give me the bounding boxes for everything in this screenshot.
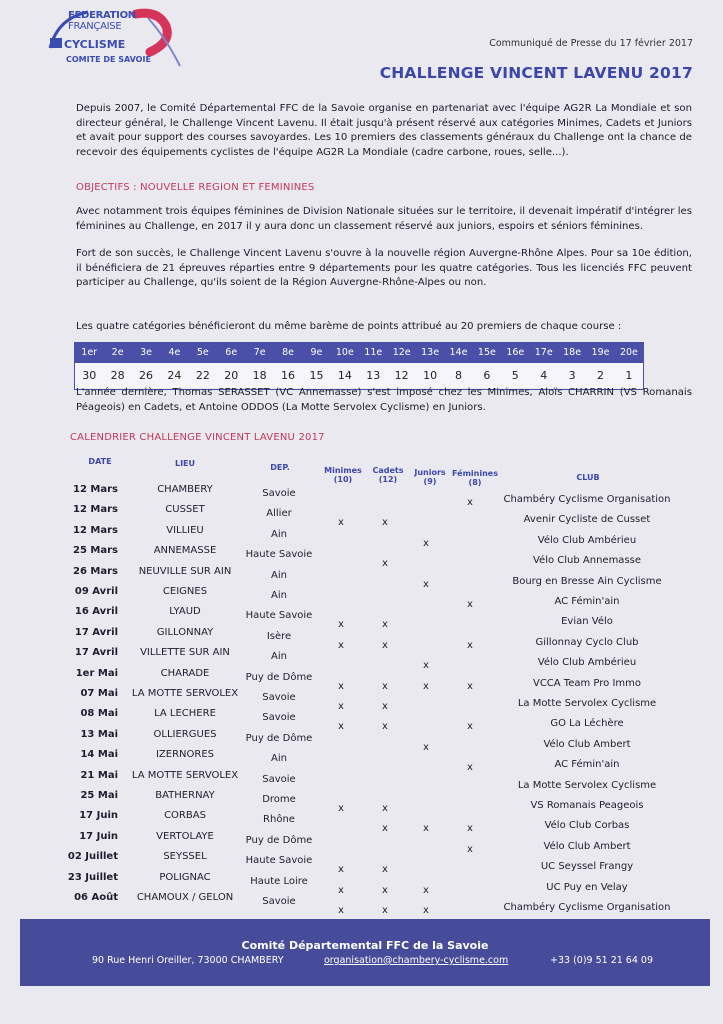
points-place-cell: 4e — [168, 347, 181, 358]
calendar-category-mark: x — [423, 741, 429, 753]
calendar-row — [0, 851, 723, 876]
calendar-category-mark: x — [467, 680, 473, 692]
calendar-lieu: CEIGNES — [162, 586, 208, 597]
calendar-club: Vélo Club Ambérieu — [537, 657, 637, 669]
calendar-dep: Puy de Dôme — [245, 834, 313, 846]
calendar-dep: Savoie — [262, 773, 296, 785]
calendar-lieu: POLIGNAC — [159, 871, 211, 883]
calendar-category-mark: x — [423, 905, 429, 916]
points-place-cell: 8e — [282, 347, 294, 358]
points-value-cell: 8 — [454, 369, 462, 382]
footer-phone: +33 (0)9 51 21 64 09 — [550, 955, 654, 966]
calendar-category-mark: x — [423, 660, 429, 672]
calendar-category-mark: x — [467, 721, 473, 733]
points-table — [74, 342, 644, 390]
calendar-title: CALENDRIER CHALLENGE VINCENT LAVENU 2017 — [70, 432, 325, 443]
col-header-club: CLUB — [576, 473, 600, 482]
calendar-category-mark: x — [338, 701, 344, 712]
points-place-cell: 5e — [196, 347, 209, 358]
calendar-date: 17 Avril — [74, 647, 118, 659]
calendar-date: 06 Août — [74, 892, 118, 903]
calendar-category-mark: x — [382, 884, 388, 896]
calendar-category-mark: x — [382, 517, 388, 529]
calendar-dep: Ain — [271, 528, 287, 540]
calendar-category-mark: x — [338, 619, 344, 631]
calendar-lieu: SEYSSEL — [163, 851, 207, 863]
points-place-cell: 10e — [335, 347, 354, 358]
calendar-date: 25 Mai — [80, 790, 118, 801]
calendar-category-mark: x — [338, 680, 344, 692]
points-value-cell: 6 — [483, 369, 491, 382]
calendar-lieu: NEUVILLE SUR AIN — [138, 565, 232, 577]
calendar-row — [0, 565, 723, 590]
col-header-juniors-count: (9) — [423, 477, 437, 486]
logo-line-1: FEDERATION — [68, 10, 136, 21]
calendar-club: Vélo Club Corbas — [544, 820, 630, 832]
calendar-category-mark: x — [423, 578, 429, 590]
points-value-cell: 24 — [167, 369, 182, 382]
points-place-cell: 13e — [421, 347, 440, 358]
calendar-dep: Savoie — [262, 692, 296, 703]
calendar-lieu: LA MOTTE SERVOLEX — [131, 688, 239, 699]
calendar-club: Vélo Club Ambert — [543, 840, 631, 852]
calendar-lieu: GILLONNAY — [156, 626, 214, 638]
col-header-feminines-count: (8) — [468, 478, 482, 487]
points-place-cell: 12e — [392, 347, 411, 358]
col-header-minimes-label: Minimes — [324, 466, 362, 475]
col-header-cadets — [366, 466, 410, 484]
calendar-lieu: CUSSET — [165, 504, 205, 516]
ffc-logo — [48, 8, 188, 70]
points-values-row — [75, 363, 643, 388]
calendar-row — [0, 728, 723, 753]
calendar-row — [0, 586, 723, 610]
page-title: CHALLENGE VINCENT LAVENU 2017 — [379, 64, 693, 82]
calendar-dep: Haute Savoie — [245, 610, 313, 622]
calendar-category-mark: x — [382, 803, 388, 814]
calendar-lieu: BATHERNAY — [155, 790, 215, 801]
col-header-minimes-count: (10) — [333, 475, 353, 484]
calendar-dep: Drome — [262, 794, 296, 805]
calendar-club: AC Fémin'ain — [554, 596, 620, 607]
calendar-dep: Haute Loire — [250, 875, 308, 887]
calendar-category-mark: x — [338, 517, 344, 529]
calendar-row — [0, 647, 723, 672]
points-value-cell: 15 — [309, 369, 324, 382]
calendar-date: 1er Mai — [75, 667, 118, 679]
calendar-lieu: CORBAS — [164, 810, 206, 822]
calendar-dep: Savoie — [262, 488, 296, 499]
points-value-cell: 1 — [625, 369, 633, 382]
calendar-row — [0, 688, 723, 712]
col-header-date: DATE — [88, 457, 112, 466]
points-value-cell: 28 — [110, 369, 125, 382]
calendar-club: UC Puy en Velay — [546, 881, 628, 893]
points-place-cell: 7e — [253, 347, 266, 358]
calendar-row — [0, 871, 723, 896]
calendar-category-mark: x — [423, 537, 429, 549]
points-place-cell: 18e — [563, 347, 582, 358]
points-place-cell: 9e — [310, 347, 323, 358]
points-places-row — [75, 343, 643, 363]
calendar-date: 17 Juin — [79, 830, 118, 842]
calendar-lieu: CHARADE — [160, 667, 210, 679]
calendar-category-mark: x — [338, 721, 344, 733]
calendar-lieu: VILLETTE SUR AIN — [140, 647, 230, 659]
points-intro: Les quatre catégories bénéficieront du même barème de points attribué au 20 premiers de chaque course : — [76, 321, 622, 332]
calendar-category-mark: x — [382, 701, 388, 712]
calendar-lieu: OLLIERGUES — [153, 728, 217, 740]
calendar-dep: Haute Savoie — [245, 855, 313, 867]
col-header-feminines-label: Féminines — [452, 469, 498, 478]
col-header-dep: DEP. — [270, 463, 290, 472]
calendar-lieu: LYAUD — [169, 606, 201, 618]
calendar-dep: Rhône — [263, 814, 295, 826]
points-place-cell: 1er — [81, 347, 98, 358]
calendar-category-mark: x — [338, 864, 344, 876]
calendar-category-mark: x — [467, 497, 473, 508]
calendar-club: AC Fémin'ain — [554, 759, 620, 771]
points-value-cell: 12 — [394, 369, 409, 382]
calendar-date: 26 Mars — [73, 565, 118, 577]
points-value-cell: 30 — [82, 369, 97, 382]
calendar-date: 21 Mai — [80, 769, 118, 781]
calendar-club: Bourg en Bresse Ain Cyclisme — [512, 575, 662, 587]
calendar-club: UC Seyssel Frangy — [540, 861, 634, 873]
logo-line-3: CYCLISME — [64, 38, 126, 51]
calendar-category-mark: x — [382, 823, 388, 835]
calendar-date: 17 Juin — [79, 810, 118, 822]
calendar-row — [0, 749, 723, 774]
points-place-cell: 15e — [477, 347, 496, 358]
points-value-cell: 4 — [540, 369, 548, 382]
calendar-lieu: LA MOTTE SERVOLEX — [131, 769, 239, 781]
calendar-lieu: CHAMBERY — [157, 484, 213, 495]
calendar-dep: Isère — [266, 630, 292, 642]
calendar-category-mark: x — [382, 619, 388, 631]
calendar-category-mark: x — [467, 762, 473, 774]
points-value-cell: 3 — [568, 369, 576, 382]
col-header-cadets-label: Cadets — [372, 466, 404, 475]
calendar-date: 23 Juillet — [67, 871, 118, 883]
calendar-row — [0, 790, 723, 814]
calendar-dep: Puy de Dôme — [245, 671, 313, 683]
calendar-club: Chambéry Cyclisme Organisation — [503, 494, 671, 505]
calendar-club: La Motte Servolex Cyclisme — [517, 698, 657, 709]
logo-line-4: COMITE DE SAVOIE — [66, 55, 151, 64]
calendar-category-mark: x — [423, 884, 429, 896]
footer-band — [20, 919, 710, 986]
calendar-lieu: CHAMOUX / GELON — [136, 892, 234, 903]
calendar-club: GO La Léchère — [550, 718, 624, 730]
calendar-date: 14 Mai — [80, 749, 118, 761]
points-value-cell: 14 — [337, 369, 352, 382]
col-header-juniors-label: Juniors — [414, 468, 446, 477]
footer-email-link[interactable]: organisation@chambery-cyclisme.com — [324, 955, 509, 966]
last-year-paragraph: L'année dernière, Thomas SERASSET (VC Annemasse) s'est imposé chez les Minimes, Aloïs CHARRIN (VS Romanais Péageois) en Cadets, et Antoine ODDOS (La Motte Servolex Cyclisme) en Juniors. — [76, 387, 692, 413]
region-paragraph: Fort de son succès, le Challenge Vincent Lavenu s'ouvre à la nouvelle région Auvergne-Rhône Alpes. Pour sa 10e édition, il bénéficiera de 21 épreuves réparties entre 9 départements pour les quatre catégories. Tous les licenciés FFC peuvent participer au Challenge, qu'ils soient de la Région Auvergne-Rhône-Alpes ou non. — [76, 248, 692, 288]
calendar-row — [0, 892, 723, 916]
points-place-cell: 17e — [534, 347, 553, 358]
calendar-row — [0, 667, 723, 692]
calendar-dep: Puy de Dôme — [245, 732, 313, 744]
points-value-cell: 10 — [423, 369, 438, 382]
points-place-cell: 2e — [111, 347, 124, 358]
col-header-minimes — [318, 466, 368, 484]
footer-org-name: Comité Départemental FFC de la Savoie — [241, 939, 489, 952]
calendar-category-mark: x — [382, 680, 388, 692]
calendar-club: Vélo Club Annemasse — [532, 555, 642, 567]
calendar-date: 09 Avril — [74, 586, 118, 597]
points-place-cell: 16e — [506, 347, 525, 358]
calendar-dep: Allier — [266, 508, 292, 520]
calendar-club: VS Romanais Peageois — [530, 800, 644, 811]
logo-line-2: FRANÇAISE — [68, 21, 122, 32]
calendar-lieu: ANNEMASSE — [153, 545, 217, 557]
calendar-lieu: IZERNORES — [155, 749, 215, 761]
footer-address: 90 Rue Henri Oreiller, 73000 CHAMBERY — [92, 955, 284, 966]
calendar-date: 16 Avril — [74, 606, 118, 618]
calendar-category-mark: x — [423, 823, 429, 835]
calendar-date: 07 Mai — [80, 688, 118, 699]
calendar-club: Chambéry Cyclisme Organisation — [503, 902, 671, 913]
calendar-row — [0, 830, 723, 855]
calendar-club: Vélo Club Ambert — [543, 738, 631, 750]
points-value-cell: 5 — [511, 369, 519, 382]
calendar-category-mark: x — [338, 905, 344, 916]
calendar-category-mark: x — [467, 639, 473, 651]
calendar-row — [0, 606, 723, 631]
points-value-cell: 26 — [139, 369, 154, 382]
calendar-row — [0, 708, 723, 733]
calendar-row — [0, 524, 723, 549]
calendar-date: 12 Mars — [73, 504, 118, 516]
calendar-category-mark: x — [467, 843, 473, 855]
points-place-cell: 6e — [225, 347, 238, 358]
feminines-paragraph: Avec notamment trois équipes féminines de Division Nationale situées sur le territoire, il devenait impératif d'intégrer les féminines au Challenge, en 2017 il y aura donc un classement réservé aux juniors, espoirs et séniors féminines. — [76, 206, 692, 232]
calendar-dep: Ain — [271, 753, 287, 765]
calendar-lieu: LA LECHERE — [154, 708, 216, 720]
calendar-date: 12 Mars — [73, 524, 118, 536]
calendar-dep: Savoie — [262, 896, 296, 907]
col-header-cadets-count: (12) — [378, 475, 398, 484]
calendar-date: 02 Juillet — [67, 851, 118, 863]
calendar-dep: Ain — [271, 569, 287, 581]
calendar-row — [0, 810, 723, 835]
intro-paragraph: Depuis 2007, le Comité Départemental FFC de la Savoie organise en partenariat avec l'équipe AG2R La Mondiale et son directeur général, le Challenge Vincent Lavenu. Il était jusqu'à présent réservé aux catégories Minimes, Cadets et Juniors et avait pour support des courses savoyardes. Les 10 premiers des classements généraux du Challenge ont la chance de recevoir des équipements cyclistes de l'équipe AG2R La Mondiale (cadre carbone, roues, selle...). — [76, 103, 692, 158]
calendar-club: Evian Vélo — [561, 616, 613, 628]
points-value-cell: 16 — [281, 369, 296, 382]
calendar-row — [0, 484, 723, 508]
calendar-row — [0, 770, 723, 790]
calendar-row — [0, 626, 723, 651]
calendar-row — [0, 545, 723, 570]
press-release-date: Communiqué de Presse du 17 février 2017 — [489, 38, 693, 49]
calendar-club: Avenir Cycliste de Cusset — [523, 514, 651, 526]
points-value-cell: 13 — [366, 369, 381, 382]
calendar-dep: Ain — [271, 651, 287, 663]
calendar-club: Gillonnay Cyclo Club — [535, 636, 639, 648]
calendar-lieu: VERTOLAYE — [156, 830, 214, 842]
points-value-cell: 20 — [224, 369, 239, 382]
calendar-category-mark: x — [382, 639, 388, 651]
calendar-row — [0, 504, 723, 529]
calendar-category-mark: x — [467, 823, 473, 835]
calendar-lieu: VILLIEU — [166, 524, 204, 536]
calendar-category-mark: x — [338, 884, 344, 896]
points-place-cell: 14e — [449, 347, 468, 358]
calendar-club: Vélo Club Ambérieu — [537, 534, 637, 546]
points-value-cell: 22 — [195, 369, 210, 382]
calendar-dep: Ain — [271, 590, 287, 601]
calendar-category-mark: x — [423, 680, 429, 692]
calendar-club: VCCA Team Pro Immo — [532, 677, 642, 689]
calendar-category-mark: x — [382, 558, 388, 570]
section-objectives-title: OBJECTIFS : NOUVELLE REGION ET FEMININES — [76, 182, 315, 193]
points-place-cell: 3e — [140, 347, 152, 358]
col-header-lieu: LIEU — [174, 459, 196, 468]
points-value-cell: 2 — [597, 369, 605, 382]
calendar-category-mark: x — [338, 639, 344, 651]
calendar-date: 17 Avril — [74, 626, 118, 638]
calendar-date: 12 Mars — [73, 484, 118, 495]
calendar-club: La Motte Servolex Cyclisme — [517, 779, 657, 791]
calendar-date: 08 Mai — [80, 708, 118, 720]
calendar-category-mark: x — [467, 599, 473, 610]
calendar-category-mark: x — [382, 721, 388, 733]
calendar-date: 13 Mai — [80, 728, 118, 740]
points-place-cell: 11e — [364, 347, 383, 358]
calendar-dep: Savoie — [262, 712, 296, 724]
calendar-category-mark: x — [338, 803, 344, 814]
calendar-dep: Haute Savoie — [245, 549, 313, 561]
calendar-category-mark: x — [382, 905, 388, 916]
points-place-cell: 20e — [619, 347, 638, 358]
points-value-cell: 18 — [252, 369, 267, 382]
points-place-cell: 19e — [591, 347, 610, 358]
calendar-category-mark: x — [382, 864, 388, 876]
calendar-date: 25 Mars — [73, 545, 118, 557]
